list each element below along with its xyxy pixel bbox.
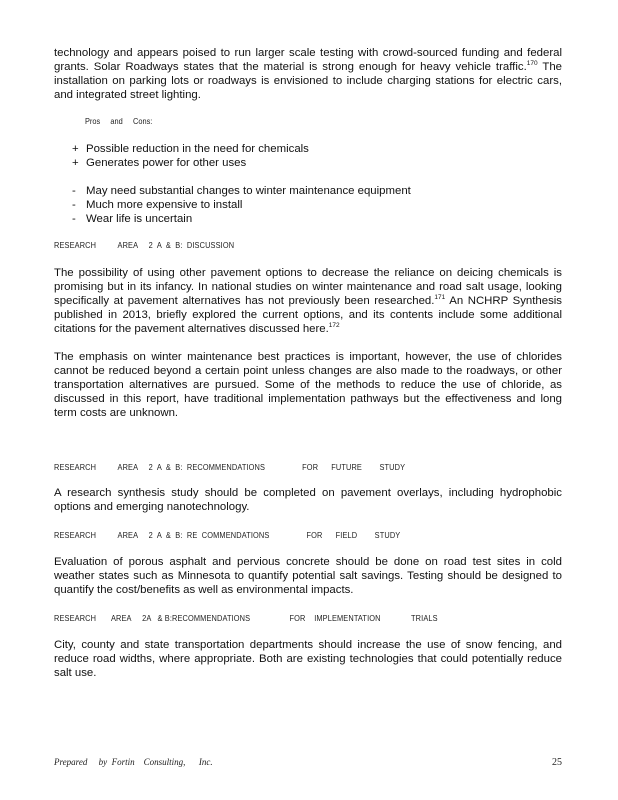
pros-item bbox=[54, 156, 562, 170]
discussion-heading: RESEARCH AREA 2 A & B: DISCUSSION bbox=[54, 240, 235, 250]
pros-item-text: Generates power for other uses bbox=[86, 157, 247, 169]
footnote-ref-170: 170 bbox=[526, 60, 538, 68]
discussion-paragraph-1 bbox=[54, 266, 562, 336]
intro-paragraph bbox=[54, 46, 562, 102]
intro-text-b: The installation on parking lots or roadways is envisioned to include charging stations for electric cars, and integrated street lighting. bbox=[54, 61, 562, 101]
future-study-paragraph: A research synthesis study should be completed on pavement overlays, including hydrophobic options and emerging nanotechnology. bbox=[54, 487, 562, 513]
field-study-heading: RESEARCH AREA 2 A & B: RE COMMENDATIONS FOR FIELD STUDY bbox=[54, 530, 401, 540]
cons-item-text: Wear life is uncertain bbox=[86, 213, 193, 225]
cons-item-text: May need substantial changes to winter maintenance equipment bbox=[86, 185, 411, 197]
implementation-paragraph: City, county and state transportation departments should increase the use of snow fencing, and reduce road widths, where appropriate. Both are existing technologies that could potentially reduce salt use. bbox=[54, 639, 562, 679]
prepared-by-text: Prepared by Fortin Consulting, Inc. bbox=[54, 757, 213, 767]
intro-text-a: technology and appears poised to run larger scale testing with crowd-sourced funding and federal grants. Solar Roadways states that the material is strong enough for heavy vehicle traffic. bbox=[54, 47, 562, 73]
footnote-ref-172: 172 bbox=[328, 322, 340, 330]
cons-item bbox=[54, 198, 562, 212]
document-page bbox=[54, 46, 562, 680]
page-number: 25 bbox=[552, 757, 562, 768]
field-study-paragraph: Evaluation of porous asphalt and pervious concrete should be done on road test sites in cold weather states such as Minnesota to quantify potential salt savings. Testing should be designed to quantify the cost/benefits as well as environmental impacts. bbox=[54, 556, 562, 596]
cons-item bbox=[54, 184, 562, 198]
pros-list bbox=[54, 142, 562, 170]
cons-item bbox=[54, 212, 562, 226]
cons-list bbox=[54, 184, 562, 226]
discussion-text-a: The possibility of using other pavement options to decrease the reliance on deicing chemicals is promising but in its infancy. In national studies on winter maintenance and road salt usage, looking specifically at pavement alternatives has not previously been researched. bbox=[54, 267, 562, 307]
minus-mark: - bbox=[72, 199, 76, 211]
minus-mark: - bbox=[72, 213, 76, 225]
pros-cons-label: Pros and Cons: bbox=[84, 116, 153, 126]
implementation-heading: RESEARCH AREA 2A & B:RECOMMENDATIONS FOR IMPLEMENTATION TRIALS bbox=[54, 613, 438, 623]
page-footer bbox=[54, 757, 562, 768]
discussion-paragraph-2: The emphasis on winter maintenance best practices is important, however, the use of chlorides cannot be reduced beyond a certain point unless changes are also made to the roadways, or other transportation alternatives are pursued. Some of the methods to reduce the use of chloride, as discussed in this report, have traditional implementation pathways but the effectiveness and long term costs are unknown. bbox=[54, 351, 562, 419]
discussion-text-b: An NCHRP Synthesis published in 2013, briefly explored the current options, and its contents include some additional citations for the pavement alternatives discussed here. bbox=[54, 295, 562, 335]
future-study-heading: RESEARCH AREA 2 A & B: RECOMMENDATIONS FOR FUTURE STUDY bbox=[54, 462, 406, 472]
cons-item-text: Much more expensive to install bbox=[86, 199, 243, 211]
plus-mark: + bbox=[72, 157, 79, 169]
plus-mark: + bbox=[72, 143, 79, 155]
pros-item-text: Possible reduction in the need for chemicals bbox=[86, 143, 309, 155]
minus-mark: - bbox=[72, 185, 76, 197]
footnote-ref-171: 171 bbox=[434, 294, 446, 302]
pros-item bbox=[54, 142, 562, 156]
